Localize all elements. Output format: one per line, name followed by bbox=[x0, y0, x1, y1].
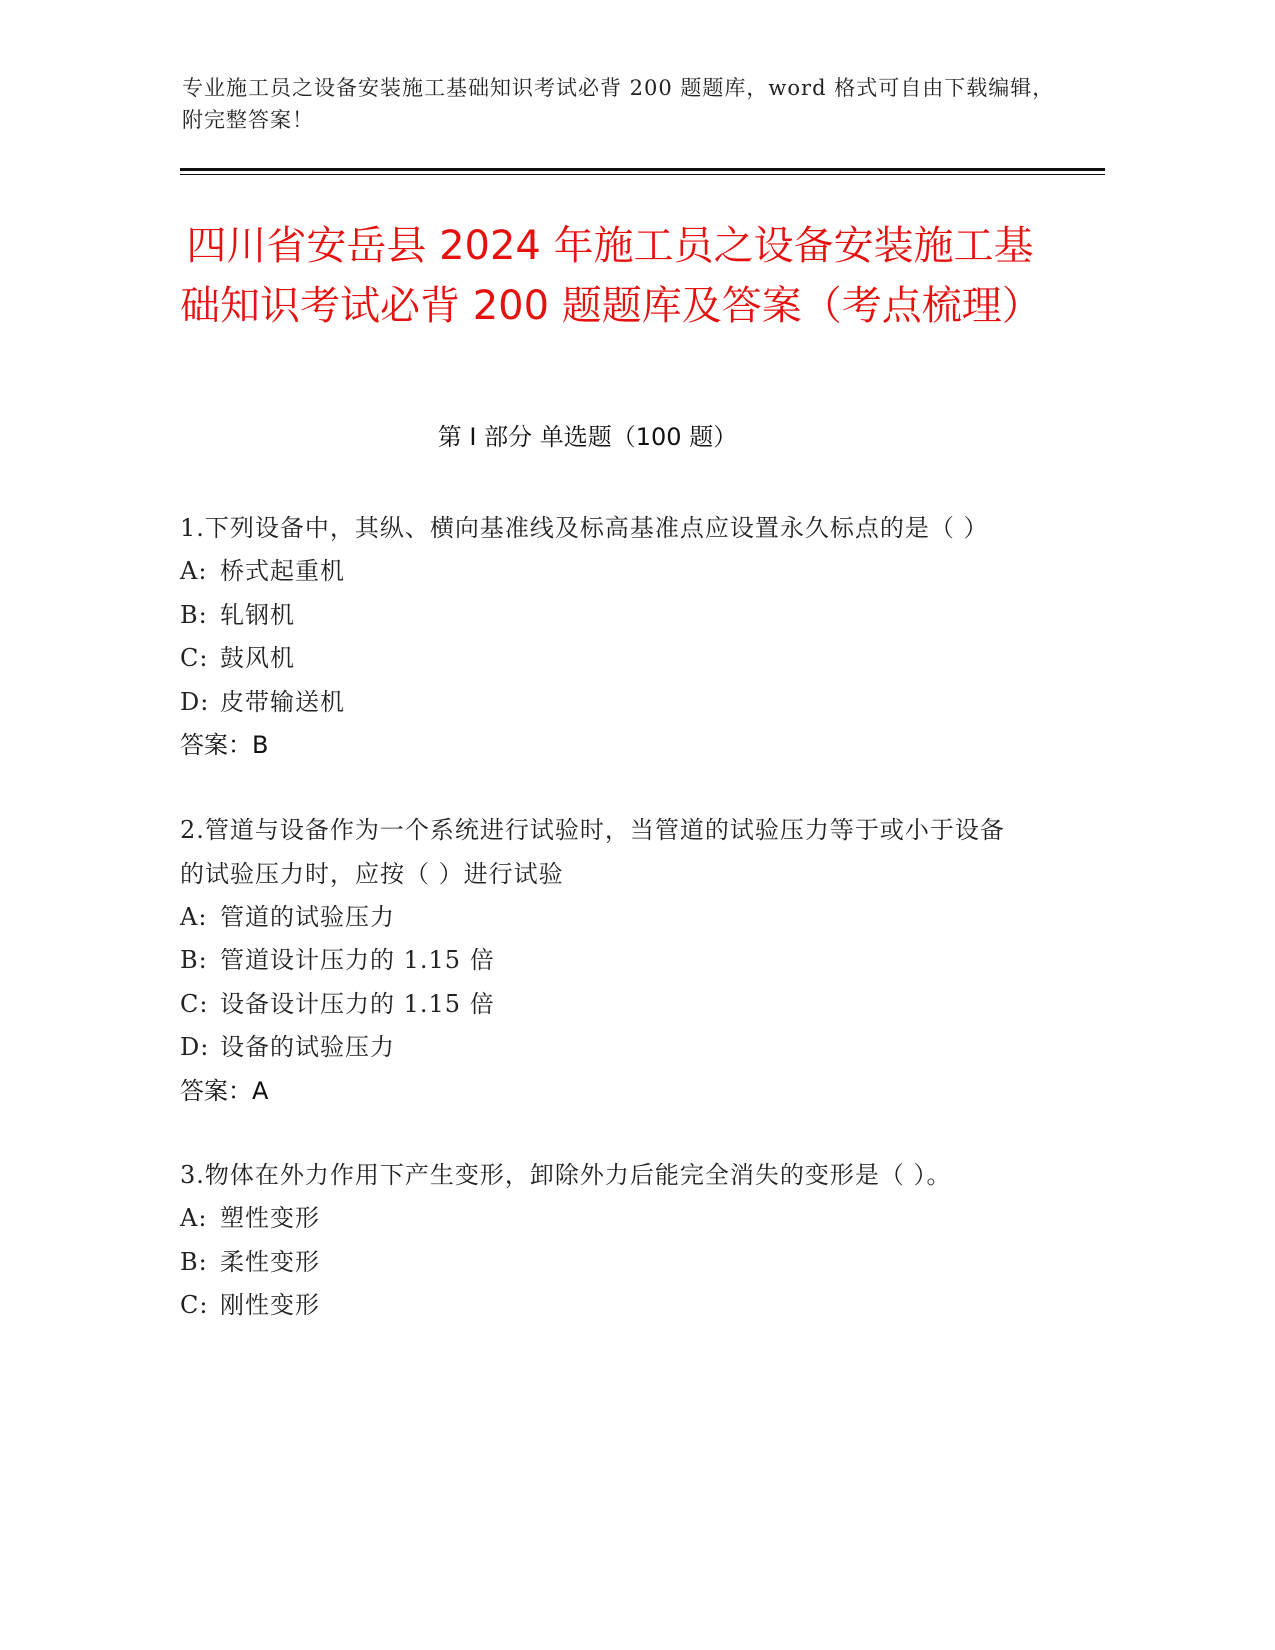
section-title: 第 I 部分 单选题（100 题） bbox=[437, 423, 738, 451]
option-a bbox=[180, 550, 1020, 594]
option-key: C: bbox=[180, 989, 209, 1018]
option-key: A: bbox=[180, 902, 208, 931]
option-b bbox=[180, 594, 1020, 638]
option-key: D: bbox=[180, 1033, 210, 1061]
question-2 bbox=[180, 808, 1020, 1114]
option-b bbox=[180, 939, 1020, 983]
option-key: B: bbox=[180, 1247, 208, 1276]
option-key: B: bbox=[180, 600, 208, 629]
option-key: D: bbox=[180, 687, 210, 716]
question-1 bbox=[180, 506, 1020, 768]
option-text: 设备的试验压力 bbox=[220, 1033, 395, 1061]
option-key: C: bbox=[180, 644, 209, 672]
option-text: 设备设计压力的 1.15 倍 bbox=[220, 989, 495, 1018]
option-key: A: bbox=[180, 557, 208, 585]
document-title: 四川省安岳县 2024 年施工员之设备安装施工基础知识考试必背 200 题题库及答案（考点梳理） bbox=[180, 223, 1042, 329]
header-divider-thin bbox=[180, 174, 1105, 175]
option-text: 柔性变形 bbox=[220, 1247, 320, 1276]
question-text: 2.管道与设备作为一个系统进行试验时，当管道的试验压力等于或小于设备的试验压力时，应按（ ）进行试验 bbox=[180, 815, 1005, 888]
option-c bbox=[180, 1284, 1020, 1328]
option-key: B: bbox=[180, 946, 208, 974]
option-d bbox=[180, 1026, 1020, 1070]
header-divider-thick bbox=[180, 168, 1105, 171]
option-text: 管道设计压力的 1.15 倍 bbox=[220, 946, 495, 974]
question-list bbox=[180, 506, 1020, 1368]
option-c bbox=[180, 637, 1020, 681]
option-b bbox=[180, 1241, 1020, 1285]
option-key: A: bbox=[180, 1204, 208, 1232]
answer: 答案：A bbox=[180, 1076, 269, 1105]
option-text: 桥式起重机 bbox=[220, 557, 345, 585]
question-3 bbox=[180, 1153, 1020, 1328]
option-d bbox=[180, 681, 1020, 725]
option-text: 刚性变形 bbox=[220, 1291, 320, 1319]
option-c bbox=[180, 983, 1020, 1027]
option-text: 鼓风机 bbox=[220, 644, 295, 672]
answer: 答案：B bbox=[180, 731, 269, 759]
question-text: 3.物体在外力作用下产生变形，卸除外力后能完全消失的变形是（ ）。 bbox=[180, 1161, 952, 1189]
option-a bbox=[180, 1197, 1020, 1241]
header-note: 专业施工员之设备安装施工基础知识考试必背 200 题题库，word 格式可自由下载编辑，附完整答案！ bbox=[182, 76, 1055, 132]
option-text: 塑性变形 bbox=[220, 1204, 320, 1232]
option-text: 轧钢机 bbox=[220, 600, 295, 629]
option-key: C: bbox=[180, 1291, 209, 1319]
option-text: 皮带输送机 bbox=[220, 687, 345, 716]
option-text: 管道的试验压力 bbox=[220, 902, 395, 931]
option-a bbox=[180, 896, 1020, 940]
question-text: 1.下列设备中，其纵、横向基准线及标高基准点应设置永久标点的是（ ） bbox=[180, 514, 989, 542]
